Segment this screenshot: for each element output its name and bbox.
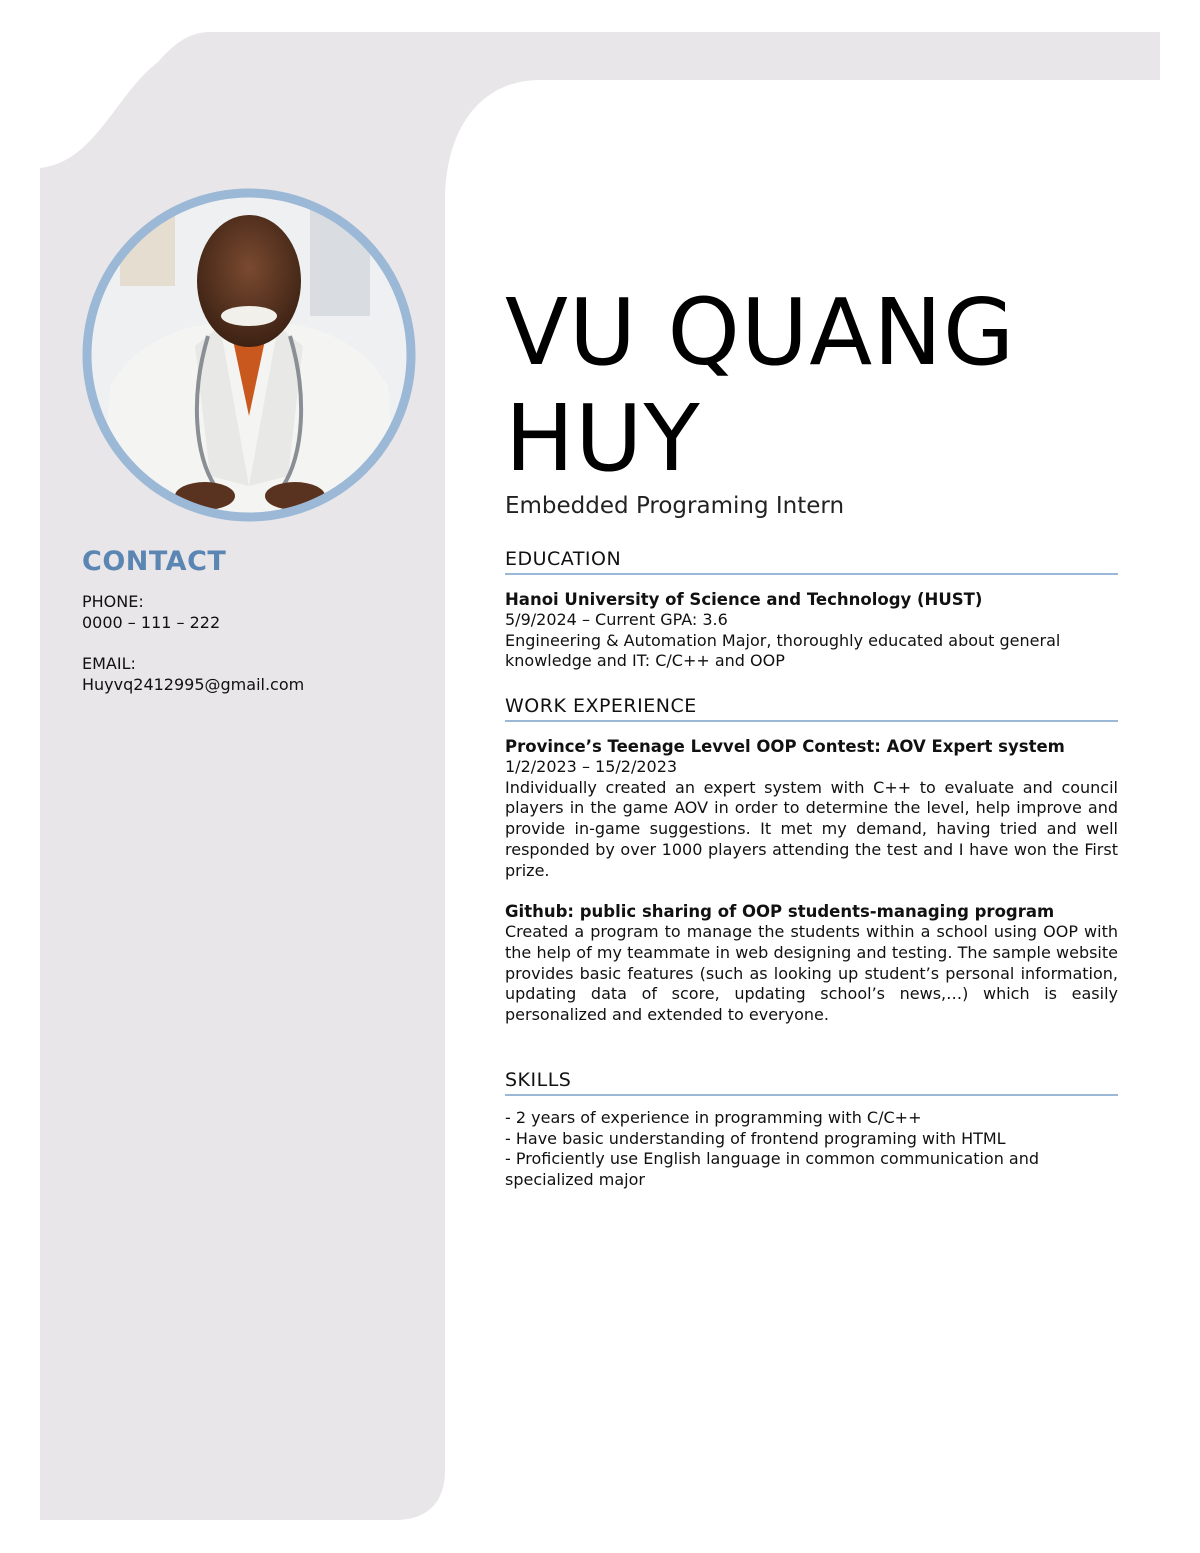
email-value: Huyvq2412995@gmail.com (82, 675, 305, 694)
education-title: EDUCATION (505, 547, 1118, 575)
work-section (505, 694, 1118, 1026)
email-block (82, 653, 304, 695)
school-name: Hanoi University of Science and Technology (HUST) (505, 590, 983, 609)
education-section (505, 547, 1118, 672)
phone-value: 0000 – 111 – 222 (82, 613, 221, 632)
skills-list (505, 1108, 1118, 1191)
job-title: Embedded Programing Intern (505, 493, 845, 519)
email-label: EMAIL: (82, 654, 136, 673)
name-line-1: VU QUANG (505, 279, 1016, 386)
phone-block (82, 591, 220, 633)
work-entry-title: Github: public sharing of OOP students-managing program (505, 902, 1055, 922)
name-line-2: HUY (505, 385, 701, 492)
work-entry-description: Individually created an expert system with C++ to evaluate and council players in the game AOV in order to determine the level, help improve and provide in-game suggestions. It met my demand, having tried and well responded by over 1000 players attending the test and I have won the First prize. (505, 777, 1118, 880)
list-item: - 2 years of experience in programming with C/C++ (505, 1108, 922, 1127)
work-title: WORK EXPERIENCE (505, 694, 1118, 722)
work-entry-title: Province’s Teenage Levvel OOP Contest: AOV Expert system (505, 737, 1065, 756)
skills-section (505, 1068, 1118, 1191)
work-entry-description: Created a program to manage the students within a school using OOP with the help of my teammate in web designing and testing. The sample website provides basic features (such as looking up student’s personal information, updating data of score, updating school’s news,…) which is easily personalized and extended to everyone. (505, 922, 1118, 1025)
contact-heading: CONTACT (82, 546, 227, 577)
work-entry-dates: 1/2/2023 – 15/2/2023 (505, 757, 678, 776)
list-item: - Proficiently use English language in common communication and specialized major (505, 1149, 1040, 1190)
full-name (505, 280, 1015, 492)
list-item: - Have basic understanding of frontend programing with HTML (505, 1128, 1006, 1148)
profile-photo (80, 186, 418, 524)
education-dates: 5/9/2024 – Current GPA: 3.6 (505, 610, 728, 629)
education-description: Engineering & Automation Major, thoroughly educated about general knowledge and IT: C/C++ and OOP (505, 630, 1061, 671)
phone-label: PHONE: (82, 592, 144, 611)
skills-title: SKILLS (505, 1068, 1118, 1096)
